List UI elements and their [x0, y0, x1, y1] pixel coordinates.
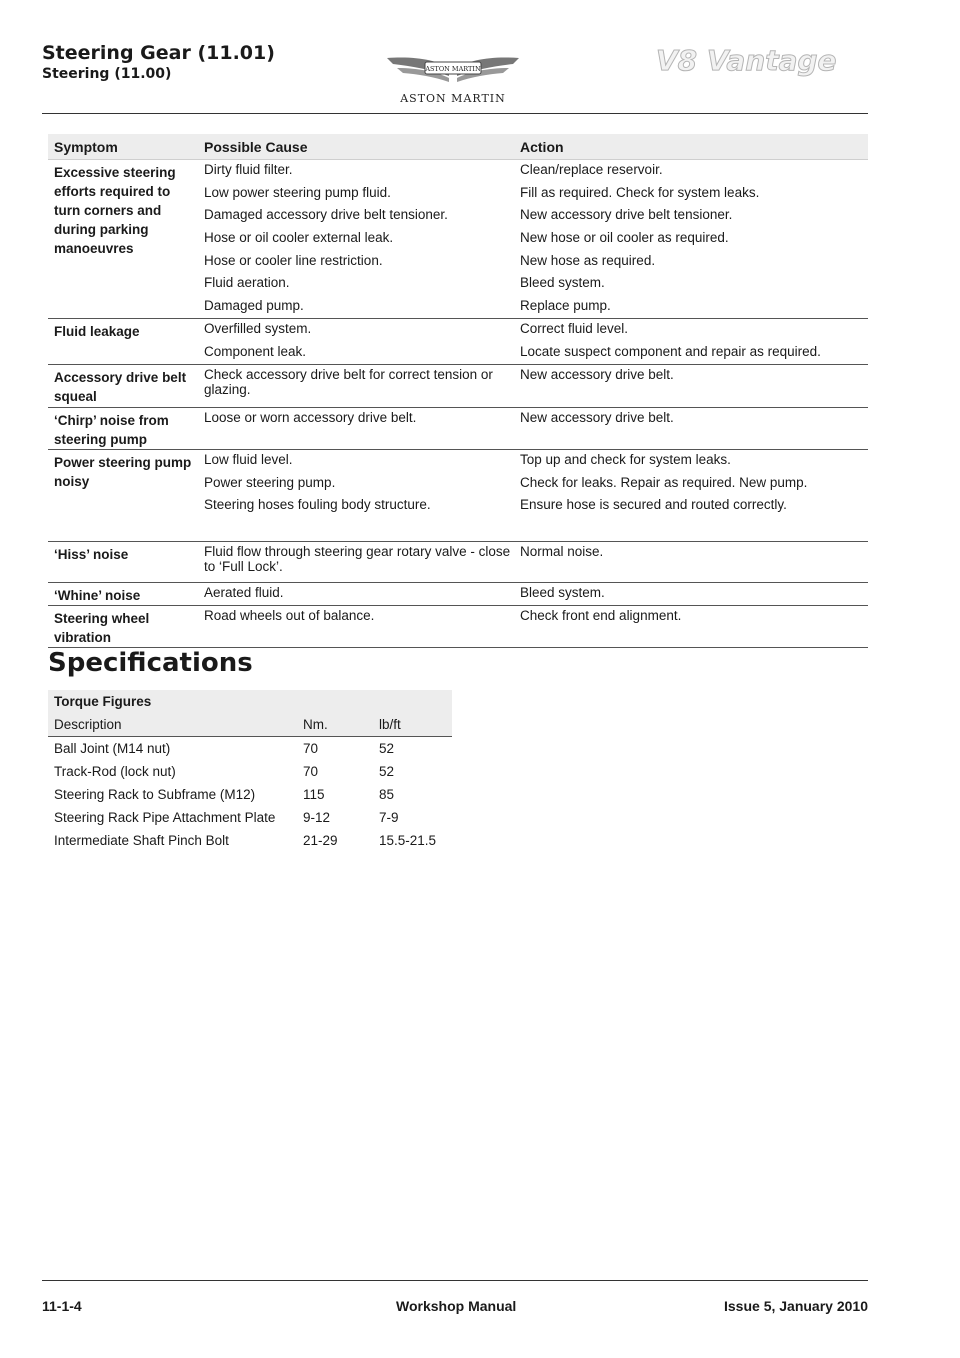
symptom-name: Accessory drive belt squeal [54, 370, 187, 404]
action-cell: Check for leaks. Repair as required. New pump. [520, 474, 808, 490]
table-row [48, 228, 868, 251]
action-cell: Ensure hose is secured and routed correctly. [520, 497, 787, 513]
table-row [48, 783, 452, 806]
table-row [48, 473, 868, 496]
table-row [48, 273, 868, 296]
action-cell: Check front end alignment. [520, 608, 682, 623]
symptom-name: ‘Whine’ noise [54, 588, 141, 603]
column-header-cause: Possible Cause [204, 139, 308, 155]
cause-cell: Aerated fluid. [204, 585, 284, 600]
table-row [48, 806, 452, 829]
symptom-name: ‘Hiss’ noise [54, 547, 129, 562]
page-number: 11-1-4 [42, 1298, 82, 1314]
symptom-group [48, 542, 868, 583]
cause-cell: Hose or cooler line restriction. [204, 252, 383, 268]
column-header-action: Action [520, 139, 564, 155]
lbft-cell: 7-9 [379, 810, 399, 825]
action-cell: Replace pump. [520, 298, 611, 314]
column-header-symptom: Symptom [54, 139, 118, 155]
torque-table-header [48, 713, 452, 737]
header-subtitle: Steering (11.00) [42, 66, 172, 82]
cause-cell: Power steering pump. [204, 474, 336, 490]
column-header-nm: Nm. [303, 717, 328, 732]
cause-cell: Fluid aeration. [204, 275, 290, 291]
action-cell: Clean/replace reservoir. [520, 162, 663, 177]
nm-cell: 21-29 [303, 833, 338, 848]
nm-cell: 115 [303, 787, 325, 802]
logo-badge-text: ASTON MARTIN [425, 65, 481, 73]
torque-table-title: Torque Figures [48, 690, 452, 713]
table-row [48, 205, 868, 228]
action-cell: New hose or oil cooler as required. [520, 230, 729, 246]
table-row [48, 408, 868, 431]
table-row [48, 583, 868, 606]
cause-cell: Road wheels out of balance. [204, 608, 375, 623]
table-row [48, 495, 868, 518]
cause-cell: Hose or oil cooler external leak. [204, 230, 394, 246]
description-cell: Steering Rack Pipe Attachment Plate [54, 810, 276, 825]
table-row [48, 737, 452, 760]
lbft-cell: 52 [379, 741, 395, 756]
table-row [48, 829, 452, 852]
symptom-group [48, 160, 868, 319]
cause-cell: Fluid flow through steering gear rotary valve - close to ‘Full Lock’. [204, 544, 511, 574]
table-row [48, 365, 868, 397]
symptom-name: ‘Chirp’ noise from steering pump [54, 413, 169, 447]
description-cell: Steering Rack to Subframe (M12) [54, 787, 256, 802]
table-row [48, 342, 868, 365]
cause-cell: Damaged accessory drive belt tensioner. [204, 207, 448, 223]
table-row [48, 542, 868, 574]
symptom-table-header [48, 134, 868, 160]
action-cell: Correct fluid level. [520, 321, 629, 336]
description-cell: Intermediate Shaft Pinch Bolt [54, 833, 229, 848]
symptom-group [48, 365, 868, 408]
cause-cell: Low fluid level. [204, 452, 293, 467]
symptom-name: Fluid leakage [54, 324, 140, 339]
nm-cell: 9-12 [303, 810, 331, 825]
symptom-name: Excessive steering efforts required to turn corners and during parking manoeuvres [54, 165, 176, 256]
issue-date: Issue 5, January 2010 [724, 1298, 868, 1314]
v8-vantage-logo [650, 40, 870, 80]
cause-cell: Loose or worn accessory drive belt. [204, 410, 417, 425]
action-cell: Bleed system. [520, 275, 605, 291]
table-row [48, 450, 868, 473]
cause-cell: Damaged pump. [204, 298, 304, 314]
specifications-heading: Specifications [48, 648, 253, 678]
nm-cell: 70 [303, 741, 319, 756]
symptom-name: Steering wheel vibration [54, 611, 150, 645]
description-cell: Track-Rod (lock nut) [54, 764, 176, 779]
cause-cell: Low power steering pump fluid. [204, 184, 391, 200]
cause-cell: Overfilled system. [204, 321, 312, 336]
cause-cell: Check accessory drive belt for correct tension or glazing. [204, 367, 493, 397]
action-cell: New accessory drive belt. [520, 367, 674, 382]
table-row [48, 606, 868, 629]
table-row [48, 183, 868, 206]
torque-table [48, 690, 452, 852]
column-header-description: Description [54, 717, 122, 732]
symptom-table [48, 134, 868, 648]
action-cell: Normal noise. [520, 544, 604, 559]
symptom-group [48, 606, 868, 648]
action-cell: Top up and check for system leaks. [520, 452, 731, 467]
table-row [48, 319, 868, 342]
model-logo-text: V8 Vantage [656, 44, 837, 77]
lbft-cell: 85 [379, 787, 395, 802]
table-row [48, 251, 868, 274]
column-header-lbft: lb/ft [379, 717, 401, 732]
manual-title: Workshop Manual [396, 1298, 517, 1314]
action-cell: Bleed system. [520, 585, 605, 600]
brand-name: ASTON MARTIN [400, 92, 506, 105]
action-cell: Fill as required. Check for system leaks. [520, 184, 760, 200]
nm-cell: 70 [303, 764, 319, 779]
table-row [48, 160, 868, 183]
lbft-cell: 52 [379, 764, 395, 779]
header-title: Steering Gear (11.01) [42, 42, 275, 64]
footer-rule [42, 1280, 868, 1281]
symptom-group [48, 583, 868, 606]
cause-cell: Dirty fluid filter. [204, 162, 293, 177]
description-cell: Ball Joint (M14 nut) [54, 741, 171, 756]
lbft-cell: 15.5-21.5 [379, 833, 437, 848]
symptom-group [48, 450, 868, 542]
symptom-group [48, 319, 868, 365]
action-cell: New accessory drive belt. [520, 410, 674, 425]
cause-cell: Steering hoses fouling body structure. [204, 497, 431, 513]
cause-cell: Component leak. [204, 343, 307, 359]
table-row [48, 760, 452, 783]
action-cell: Locate suspect component and repair as required. [520, 343, 821, 359]
table-row [48, 296, 868, 319]
action-cell: New accessory drive belt tensioner. [520, 207, 733, 223]
symptom-group [48, 408, 868, 450]
action-cell: New hose as required. [520, 252, 656, 268]
header-rule [42, 113, 868, 114]
symptom-name: Power steering pump noisy [54, 455, 192, 489]
